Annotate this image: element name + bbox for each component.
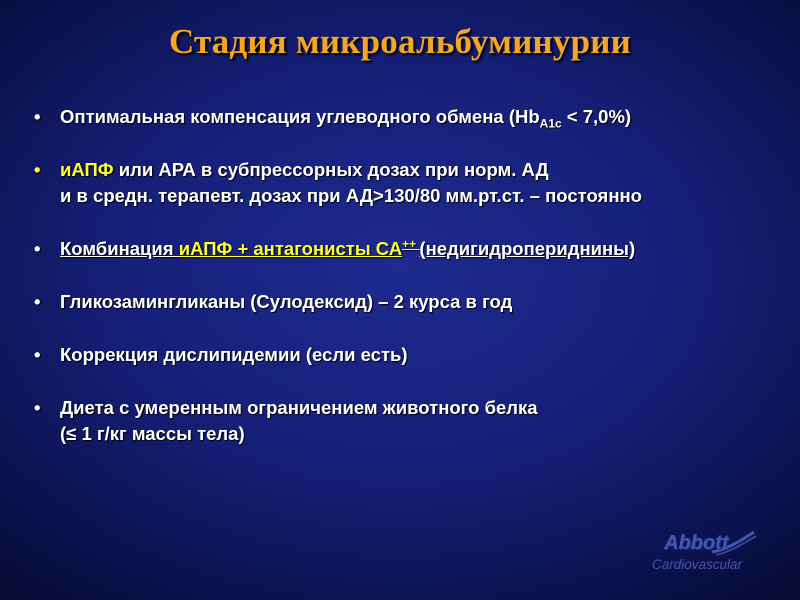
bullet-text: Гликозамингликаны (Сулодексид) – 2 курса в год (60, 291, 513, 312)
bullet-combination (34, 236, 774, 262)
bullet-ace-inhibitors (34, 157, 774, 209)
bullet-pre: Комбинация (60, 238, 179, 259)
bullet-glycemic-control (34, 104, 774, 130)
bullet-line2: и в средн. терапевт. дозах при АД>130/80 мм.рт.ст. – постоянно (60, 185, 642, 206)
bullet-text: Коррекция дислипидемии (если есть) (60, 344, 408, 365)
bullet-post: (недигидропериднины) (419, 238, 636, 259)
bullet-subscript: A1c (539, 116, 562, 131)
bullet-superscript: ++ (402, 236, 420, 251)
slide-title: Стадия микроальбуминурии (168, 22, 632, 61)
bullet-line2: (≤ 1 г/кг массы тела) (60, 423, 245, 444)
bullet-highlight: иАПФ (60, 159, 114, 180)
bullet-glycosaminoglycans (34, 289, 774, 315)
bullet-list (34, 104, 774, 474)
logo-line2: Cardiovascular (652, 557, 743, 572)
abbott-logo (652, 530, 762, 580)
bullet-tail: < 7,0%) (561, 106, 632, 127)
bullet-highlight: иАПФ + антагонисты СА (178, 238, 403, 259)
logo-line1: Abbott (664, 532, 729, 554)
bullet-line1: Диета с умеренным ограничением животного белка (60, 397, 538, 418)
bullet-dyslipidemia (34, 342, 774, 368)
bullet-text: Оптимальная компенсация углеводного обмена (Hb (60, 106, 540, 127)
bullet-line1-rest: или АРА в субпрессорных дозах при норм. АД (113, 159, 549, 180)
bullet-diet (34, 395, 774, 447)
